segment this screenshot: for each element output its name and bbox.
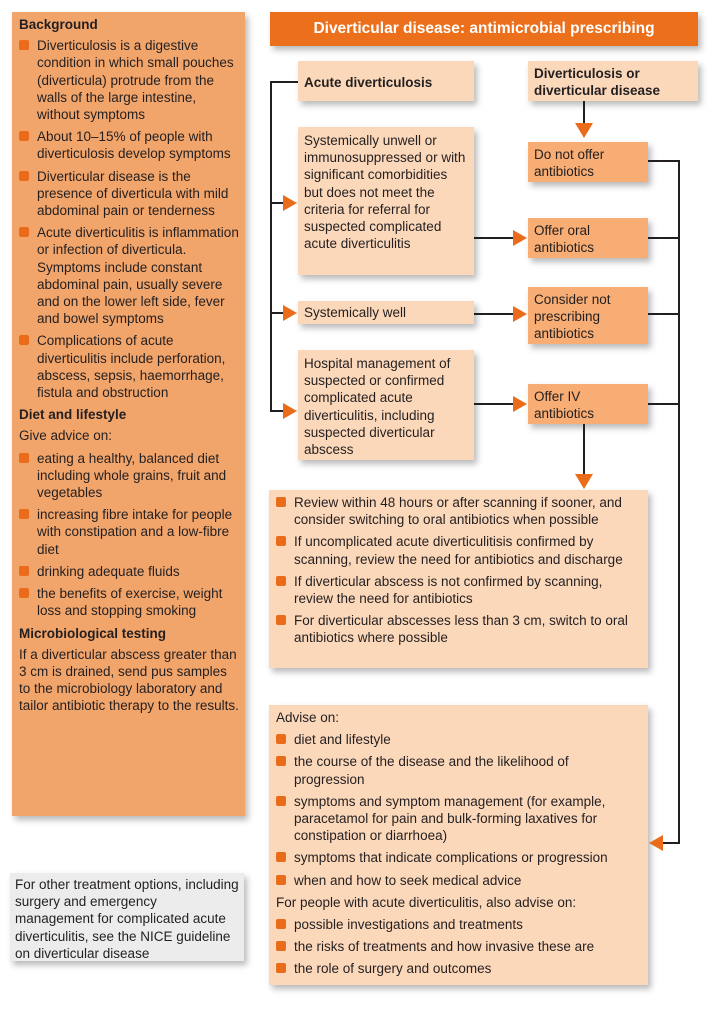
bullet-icon <box>276 919 286 929</box>
connector-line <box>648 403 680 405</box>
connector-line <box>270 81 298 83</box>
bullet-icon <box>19 335 29 345</box>
footnote-box <box>10 873 244 961</box>
list-item: symptoms and symptom management (for example, paracetamol for pain and bulk-forming laxatives for constipation or diarrhoea) <box>276 793 642 845</box>
bullet-icon <box>19 40 29 50</box>
systemically-unwell-box: Systemically unwell or immunosuppressed or with significant comorbidities but does not meet the criteria for referral for suspected complicated acute diverticulitis <box>298 127 474 275</box>
list-item: For diverticular abscesses less than 3 cm, switch to oral antibiotics where possible <box>276 612 642 646</box>
arrow-down-icon <box>575 123 593 138</box>
list-item: the course of the disease and the likelihood of progression <box>276 753 642 787</box>
list-item: eating a healthy, balanced diet including whole grains, fruit and vegetables <box>19 450 239 502</box>
arrow-right-icon <box>513 230 527 246</box>
bullet-icon <box>276 576 286 586</box>
background-heading: Background <box>19 17 98 32</box>
list-item: Complications of acute diverticulitis include perforation, abscess, sepsis, haemorrhage, fistula and obstruction <box>19 332 239 401</box>
micro-text: If a diverticular abscess greater than 3 cm is drained, send pus samples to the microbiology laboratory and tailor antibiotic therapy to the results. <box>19 646 239 714</box>
arrow-right-icon <box>513 306 527 322</box>
list-item: Acute diverticulitis is inflammation or infection of diverticula. Symptoms include constant abdominal pain, usually severe and on the lower left side, fever and bowel symptoms <box>19 224 239 327</box>
list-item: increasing fibre intake for people with constipation and a low-fibre diet <box>19 506 239 558</box>
bullet-icon <box>19 588 29 598</box>
list-item: If diverticular abscess is not confirmed by scanning, review the need for antibiotics <box>276 573 642 607</box>
list-item: symptoms that indicate complications or progression <box>276 849 642 866</box>
offer-oral-box: Offer oral antibiotics <box>528 218 648 258</box>
bullet-icon <box>19 171 29 181</box>
list-item: If uncomplicated acute diverticulitisis confirmed by scanning, review the need for antibiotics and discharge <box>276 533 642 567</box>
bullet-icon <box>19 453 29 463</box>
connector-line <box>648 313 680 315</box>
connector-line <box>474 313 514 315</box>
hospital-management-box: Hospital management of suspected or confirmed complicated acute diverticulitis, including suspected diverticular abscess <box>298 350 474 460</box>
list-item: when and how to seek medical advice <box>276 872 642 889</box>
advise-list <box>276 731 642 889</box>
connector-line <box>474 403 514 405</box>
review-box <box>269 490 648 668</box>
bullet-icon <box>276 536 286 546</box>
diet-intro: Give advice on: <box>19 428 113 444</box>
list-item: possible investigations and treatments <box>276 916 642 933</box>
connector-line <box>270 81 272 411</box>
list-item: drinking adequate fluids <box>19 563 239 580</box>
list-item: the risks of treatments and how invasive these are <box>276 938 642 955</box>
bullet-icon <box>19 131 29 141</box>
bullet-icon <box>276 963 286 973</box>
list-item: About 10–15% of people with diverticulosis develop symptoms <box>19 128 239 162</box>
acute-header-box: Acute diverticulosis <box>298 61 474 101</box>
advise-intro-2: For people with acute diverticulitis, also advise on: <box>276 894 577 910</box>
connector-line <box>270 410 284 412</box>
connector-line <box>648 237 680 239</box>
bullet-icon <box>276 756 286 766</box>
advise-box <box>269 705 648 985</box>
advise-list-2 <box>276 916 642 978</box>
list-item: diet and lifestyle <box>276 731 642 748</box>
flowchart-title: Diverticular disease: antimicrobial prescribing <box>270 12 698 46</box>
do-not-offer-box: Do not offer antibiotics <box>528 142 648 182</box>
list-item: Diverticulosis is a digestive condition in which small pouches (diverticula) protrude from the walls of the large intestine, without symptoms <box>19 37 239 123</box>
connector-line <box>678 160 680 844</box>
bullet-icon <box>19 509 29 519</box>
list-item: the benefits of exercise, weight loss and stopping smoking <box>19 585 239 619</box>
consider-not-box: Consider not prescribing antibiotics <box>528 287 648 344</box>
arrow-right-icon <box>513 396 527 412</box>
diet-list <box>19 450 239 620</box>
bullet-icon <box>276 497 286 507</box>
systemically-well-box: Systemically well <box>298 301 474 324</box>
bullet-icon <box>276 796 286 806</box>
advise-intro: Advise on: <box>276 710 340 725</box>
micro-heading: Microbiological testing <box>19 625 167 641</box>
connector-line <box>270 202 284 204</box>
bullet-icon <box>276 615 286 625</box>
list-item: the role of surgery and outcomes <box>276 960 642 977</box>
connector-line <box>648 160 680 162</box>
connector-line <box>270 312 284 314</box>
diet-heading: Diet and lifestyle <box>19 407 127 423</box>
bullet-icon <box>276 941 286 951</box>
list-item: Review within 48 hours or after scanning if sooner, and consider switching to oral antibiotics when possible <box>276 494 642 528</box>
connector-line <box>583 424 585 474</box>
connector-line <box>662 842 680 844</box>
arrow-right-icon <box>283 305 297 321</box>
background-list <box>19 37 239 401</box>
review-list <box>276 494 642 647</box>
arrow-left-icon <box>649 835 663 851</box>
list-item: Diverticular disease is the presence of diverticula with mild abdominal pain or tenderness <box>19 168 239 220</box>
offer-iv-box: Offer IV antibiotics <box>528 384 648 424</box>
bullet-icon <box>19 227 29 237</box>
connector-line <box>474 237 514 239</box>
arrow-right-icon <box>283 195 297 211</box>
disease-header-box: Diverticulosis or diverticular disease <box>528 61 698 101</box>
arrow-down-icon <box>575 474 593 489</box>
bullet-icon <box>276 875 286 885</box>
bullet-icon <box>276 852 286 862</box>
bullet-icon <box>19 566 29 576</box>
arrow-right-icon <box>283 403 297 419</box>
connector-line <box>583 101 585 123</box>
footnote-text: For other treatment options, including surgery and emergency management for complicated acute diverticulitis, see the NICE guideline on diverticular disease <box>15 877 239 961</box>
background-panel <box>12 12 245 816</box>
bullet-icon <box>276 734 286 744</box>
